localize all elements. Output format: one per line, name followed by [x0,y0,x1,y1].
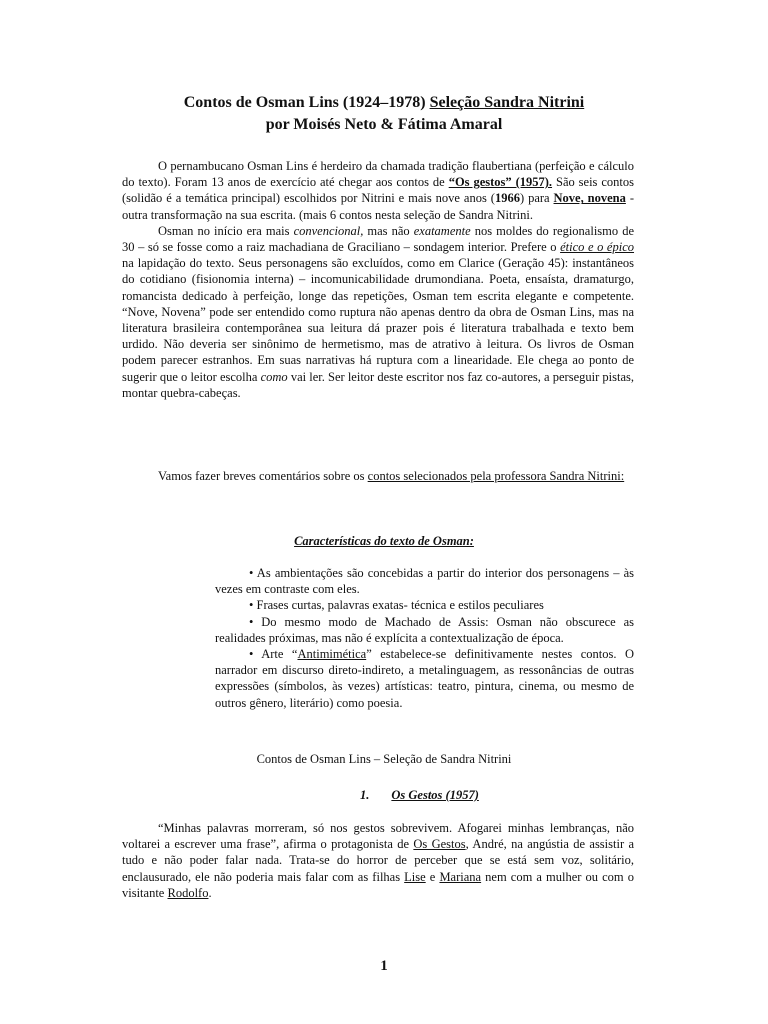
list-item: • Frases curtas, palavras exatas- técnica e estilos peculiares [249,598,544,613]
intro-paragraph-1 [122,158,634,223]
selection-title: Contos de Osman Lins – Seleção de Sandra Nitrini [256,752,512,766]
rodolfo-link[interactable]: Rodolfo [167,885,209,900]
intro-paragraph-2 [122,223,634,401]
nove-novena-link[interactable]: Nove, novena [553,191,626,206]
text-run: como [260,369,288,384]
text-run: Vamos fazer breves comentários sobre os [158,469,368,483]
text-run: , André, na angústia de assistir a tudo e não poder falar nada. Trata-se do horror de perceber que se está sem voz, solitário, enclausurado, ele não poderia mais falar com as filhas [122,837,635,884]
section-heading [360,788,479,803]
section-title-link[interactable]: Os Gestos (1957) [391,788,479,802]
intro-section [122,158,634,401]
text-run: na lapidação do texto. Seus personagens são excluídos, como em Clarice (Geração 45): instantâneos do cotidiano (fisionomia interna) – incomunicabilidade drumondiana. Poeta, ensaísta, dramaturgo, romancista dedicado à perfeição, longe das repetições, Osman tem escrita elegante e competente. “Nove, Novena” pode ser entendido como ruptura não apenas dentro da obra de Osman Lins, mas na literatura brasileira contemporânea sua leitura dá prazer pois é literatura trabalhada e texto bem urdido. Não deveria ser sinônimo de hermetismo, mas de atrativo à leitura. Os livros de Osman podem parecer estranhos. Em suas narrativas há ruptura com a linearidade. Ele chega ao ponto de sugerir que o leitor escolha [122,256,634,384]
list-item [215,646,634,711]
comments-paragraph [122,468,634,484]
os-gestos-link[interactable]: “Os gestos” (1957). [448,175,553,190]
text-run: São seis contos (solidão é a temática principal) escolhidos por Nitrini e mais nove anos ( [122,175,635,206]
mariana-link[interactable]: Mariana [439,869,482,884]
list-item: • As ambientações são concebidas a partir do interior dos personagens – às vezes em contraste com eles. [215,566,634,597]
text-run: • Arte “ [249,647,298,662]
text-run: ” estabelece-se definitivamente nestes contos. O narrador em discurso direto-indireto, a metalinguagem, as ressonâncias de outras expressões (símbolos, às vezes) artísticas: teatro, pintura, cinema, ou mesmo de outros gênero, literário) como poesia. [215,647,634,710]
contos-selecionados-link[interactable]: contos selecionados pela professora Sandra Nitrini: [367,469,625,483]
etico-epico-link[interactable]: ético e o épico [560,240,635,255]
antimimetica-link[interactable]: Antimimética [297,647,367,662]
characteristics-heading: Características do texto de Osman: [294,534,474,548]
document-title-line-1 [0,92,768,113]
text-run: “Minhas palavras morreram, só nos gestos sobrevivem. Afogarei minhas lembranças, não voltarei a escrever uma frase”, afirma o protagonista de [122,821,634,852]
text-run: convencional, [293,223,364,238]
characteristics-list [215,565,634,711]
text-run: ) para [519,191,554,206]
text-run: 1966 [494,191,520,206]
text-run: e [425,869,440,884]
list-item: • Do mesmo modo de Machado de Assis: Osman não obscurece as realidades próximas, mas não é explícita a contextualização de época. [215,614,634,645]
text-run: O pernambucano Osman Lins é herdeiro da chamada tradição flaubertiana (perfeição e cálculo do texto). Foram 13 anos de exercício até chegar aos contos de [122,159,634,190]
title-main: Contos de Osman Lins (1924–1978) [183,94,430,111]
lise-link[interactable]: Lise [404,869,426,884]
text-run: nem com a mulher ou com o visitante [122,869,634,900]
text-run: . [208,885,212,900]
text-run: Osman no início era mais [158,223,294,238]
text-run: vai ler. Ser leitor deste escritor nos faz co-autores, a perseguir pistas, montar quebra-cabeças. [122,369,634,400]
text-run: - outra transformação na sua escrita. (mais 6 contos nesta seleção de Sandra Nitrini. [122,191,635,222]
text-run: exatamente [413,223,471,238]
os-gestos-paragraph [122,820,634,901]
text-run: nos moldes do regionalismo de 30 – só se fosse como a raiz machadiana de Graciliano – sondagem interior. Prefere o [122,223,634,255]
os-gestos-title-link[interactable]: Os Gestos [413,837,466,852]
text-run: mas não [363,223,414,238]
document-title-line-2: por Moisés Neto & Fátima Amaral [265,116,503,133]
section-number: 1. [360,788,370,802]
page-number: 1 [380,958,388,974]
title-selection-link[interactable]: Seleção Sandra Nitrini [429,94,585,111]
